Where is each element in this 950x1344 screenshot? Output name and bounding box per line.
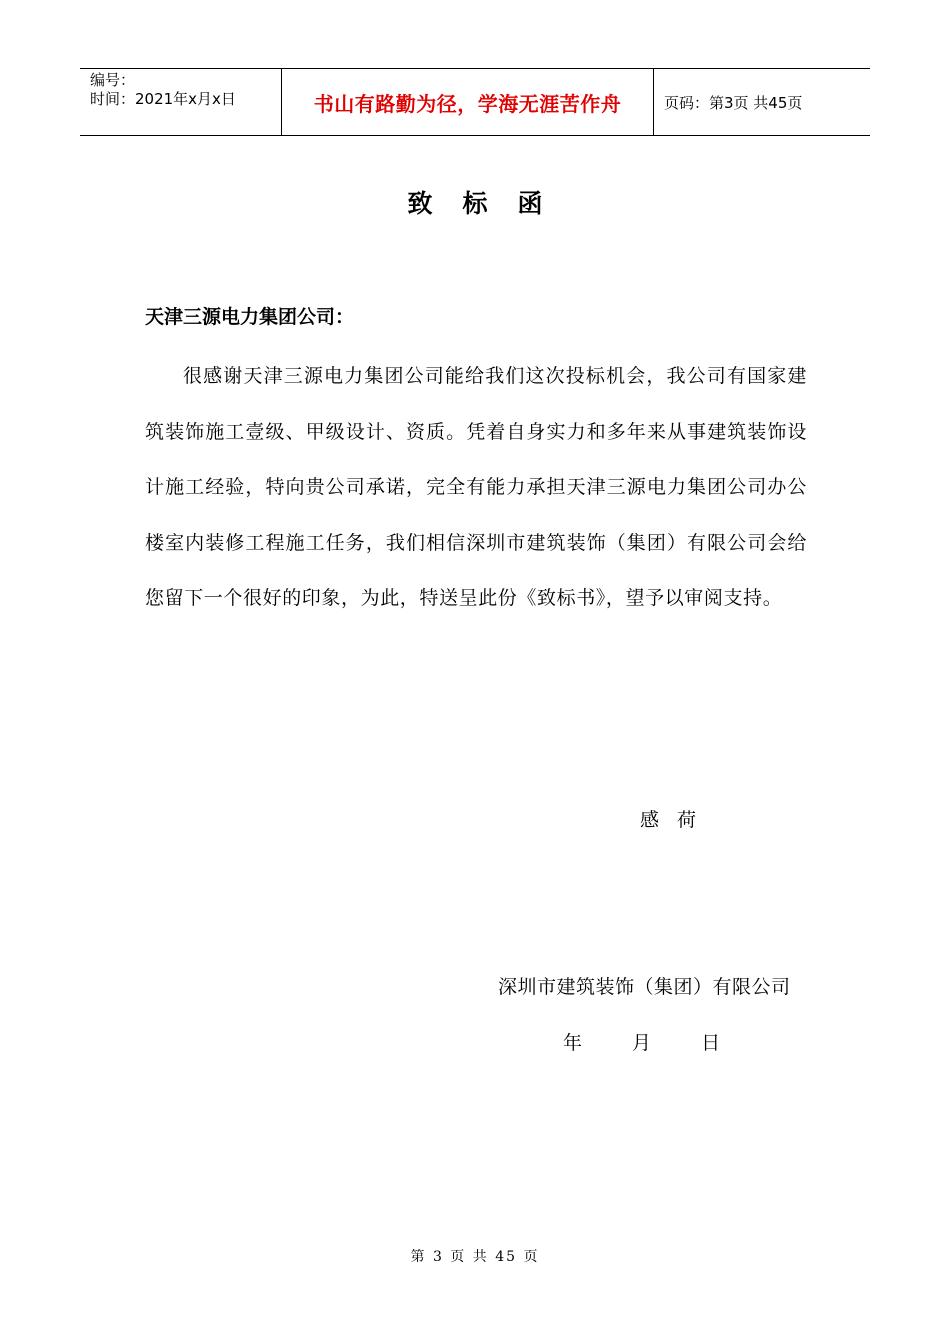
salutation: 天津三源电力集团公司：	[145, 306, 355, 328]
document-title: 致标函	[407, 189, 573, 218]
header-number: 编号：	[90, 71, 136, 89]
body-paragraph: 很感谢天津三源电力集团公司能给我们这次投标机会，我公司有国家建筑装饰施工壹级、甲级设计、资质。凭着自身实力和多年来从事建筑装饰设计施工经验，特向贵公司承诺，完全有能力承担天津三源电力集团公司办公楼室内装修工程施工任务，我们相信深圳市建筑装饰（集团）有限公司会给您留下一个很好的印象，为此，特送呈此份《致标书》，望予以审阅支持。	[145, 365, 807, 609]
signature-date: 年 月 日	[563, 1032, 743, 1054]
header-motto: 书山有路勤为径，学海无涯苦作舟	[281, 69, 654, 135]
header-page-info: 页码：第3页 共45页	[664, 93, 803, 112]
header-meta	[80, 69, 281, 135]
header-time: 时间：2021年x月x日	[90, 90, 236, 108]
closing: 感荷	[640, 809, 715, 831]
document-header	[80, 68, 870, 136]
page-footer: 第 3 页 共 45 页	[410, 1249, 540, 1265]
signature-company: 深圳市建筑装饰（集团）有限公司	[498, 976, 791, 998]
